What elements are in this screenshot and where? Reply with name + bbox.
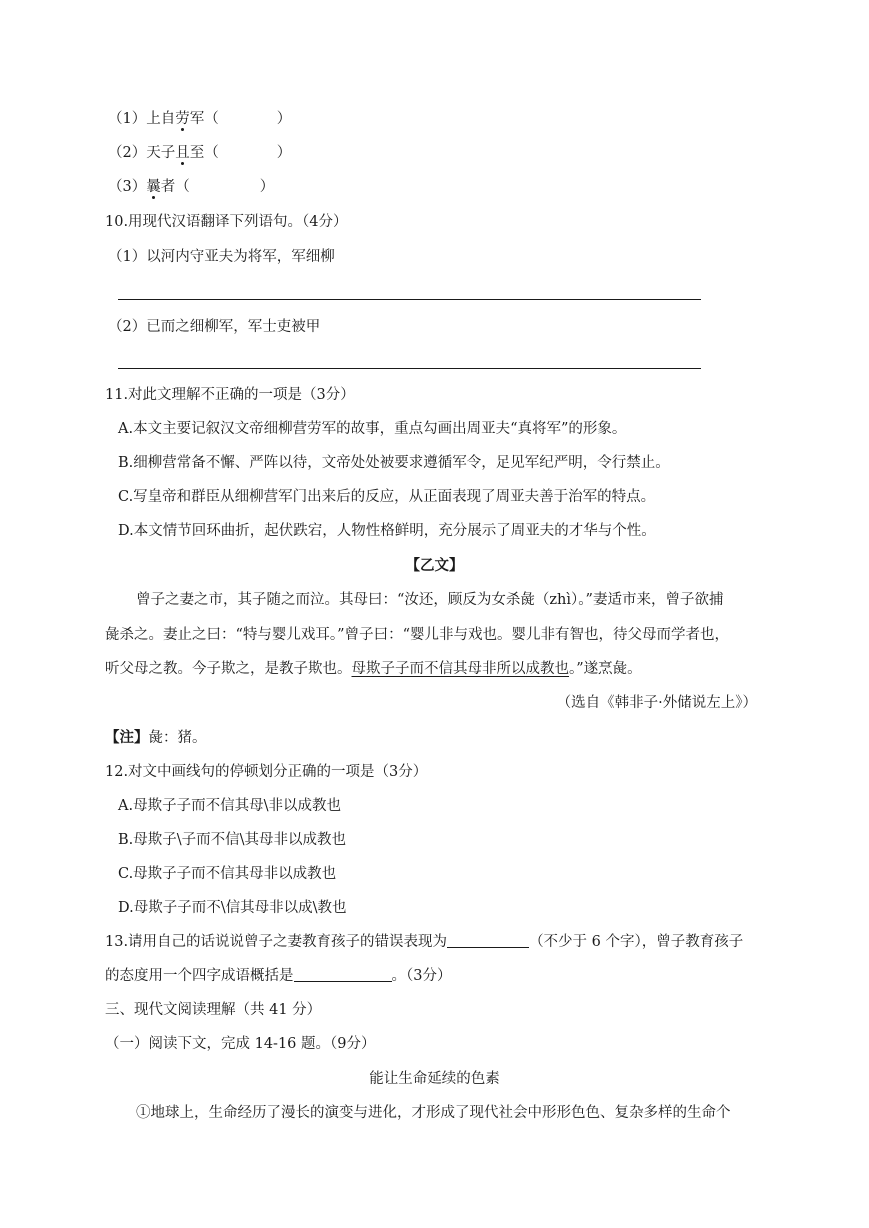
fill-blank-1[interactable] (447, 933, 529, 948)
q10-stem: 10.用现代汉语翻译下列语句。（4分） (105, 214, 348, 230)
section-3-title: 三、现代文阅读理解（共 41 分） (105, 1002, 322, 1018)
q12-option-b: B.母欺子\子而不信\其母非以成教也 (118, 832, 347, 848)
q11-option-a: A.本文主要记叙汉文帝细柳营劳军的故事，重点勾画出周亚夫“真将军”的形象。 (118, 421, 627, 437)
item-number: （3） (108, 179, 147, 195)
article-paragraph-1: ①地球上，生命经历了漫长的演变与进化，才形成了现代社会中形形色色、复杂多样的生命个 (136, 1105, 731, 1121)
underlined-sentence: 母欺子子而不信其母非所以成教也 (351, 661, 569, 677)
section-heading-yiwen: 【乙文】 (405, 557, 464, 574)
q9-item-1: （1）上自劳军（ ） (108, 111, 292, 127)
answer-line-2[interactable] (118, 368, 701, 369)
q13-line-1: 13.请用自己的话说说曾子之妻教育孩子的错误表现为 （不少于 6 个字），曾子教育孩子 (105, 934, 744, 950)
q11-option-b: B.细柳营常备不懈、严阵以待，文帝处处被要求遵循军令，足见军纪严明，令行禁止。 (118, 455, 670, 471)
passage-line-3: 听父母之教。今子欺之，是教子欺也。母欺子子而不信其母非所以成教也。”遂烹彘。 (105, 661, 642, 677)
emphasis-dot-char: 曩 (146, 179, 161, 195)
emphasis-dot-char: 且 (175, 145, 190, 161)
q13-line-2: 的态度用一个四字成语概括是 。（3分） (105, 968, 452, 984)
emphasis-dot-char: 劳 (175, 111, 190, 127)
section-3-subtitle: （一）阅读下文，完成 14-16 题。（9分） (105, 1036, 376, 1052)
item-number: （2） (108, 145, 147, 161)
q10-sentence-1: （1）以河内守亚夫为将军，军细柳 (108, 249, 335, 265)
passage-source: （选自《韩非子·外储说左上》） (556, 695, 757, 711)
q12-stem: 12.对文中画线句的停顿划分正确的一项是（3分） (105, 764, 428, 780)
q11-stem: 11.对此文理解不正确的一项是（3分） (105, 387, 355, 403)
note: 【注】彘：猪。 (105, 729, 207, 746)
q12-option-a: A.母欺子子而不信其母\非以成教也 (118, 798, 341, 814)
q11-option-c: C.写皇帝和群臣从细柳营军门出来后的反应，从正面表现了周亚夫善于治军的特点。 (118, 489, 656, 505)
passage-line-1: 曾子之妻之市，其子随之而泣。其母曰：“汝还，顾反为女杀彘（zhì）。”妻适市来，曾子欲捕 (136, 592, 724, 608)
article-title: 能让生命延续的色素 (369, 1071, 500, 1087)
q9-item-2: （2）天子且至（ ） (108, 145, 292, 161)
q12-option-c: C.母欺子子而不信其母非以成教也 (118, 866, 337, 882)
q9-item-3: （3）曩者（ ） (108, 179, 275, 195)
item-number: （1） (108, 111, 147, 127)
q10-sentence-2: （2）已而之细柳军，军士吏被甲 (108, 319, 321, 335)
note-tag: 【注】 (105, 729, 149, 746)
q12-option-d: D.母欺子子而不\信其母非以成\教也 (118, 900, 347, 916)
answer-line-1[interactable] (118, 299, 701, 300)
q11-option-d: D.本文情节回环曲折，起伏跌宕，人物性格鲜明，充分展示了周亚夫的才华与个性。 (118, 523, 656, 539)
fill-blank-2[interactable] (294, 967, 392, 982)
passage-line-2: 彘杀之。妻止之曰：“特与婴儿戏耳。”曾子曰：“婴儿非与戏也。婴儿非有智也，待父母而学者也， (105, 627, 729, 643)
